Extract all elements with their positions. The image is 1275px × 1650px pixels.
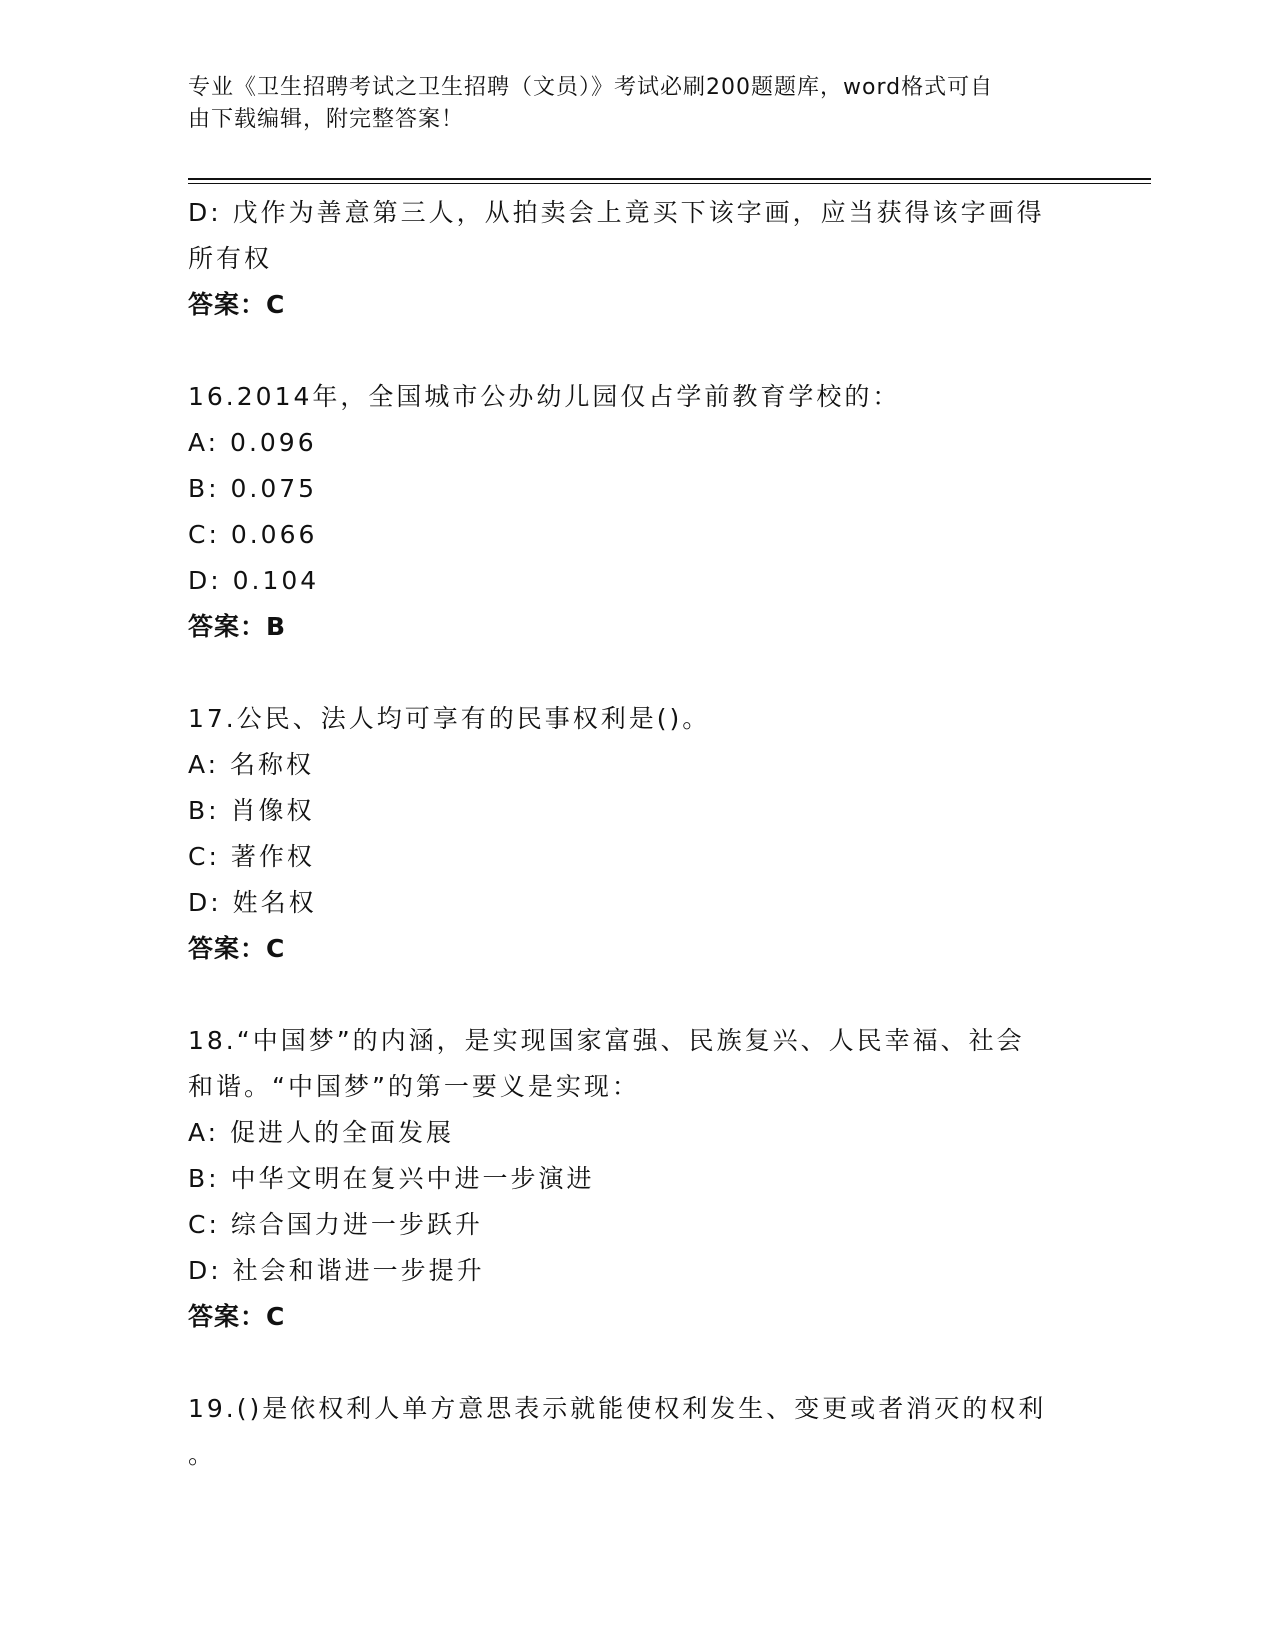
option-c: C: 著作权 [188,842,315,871]
spacer [188,1340,1088,1386]
spacer [188,328,1088,374]
header-rule-thick [188,178,1151,180]
question-stem: 16.2014年，全国城市公办幼儿园仅占学前教育学校的： [188,382,901,411]
answer-line: 答案：B [188,612,287,641]
question-stem-continued: 和谐。“中国梦”的第一要义是实现： [188,1072,640,1101]
question-19 [188,1386,1088,1478]
option-b: B: 肖像权 [188,796,315,825]
question-stem-continued: 。 [188,1440,217,1469]
header-rule-thin [188,183,1151,184]
spacer [188,650,1088,696]
option-a: A: 促进人的全面发展 [188,1118,455,1147]
header-line-2: 由下载编辑，附完整答案！ [188,107,465,132]
question-16 [188,374,1088,650]
answer-line: 答案：C [188,1302,286,1331]
option-d-continued: 所有权 [188,244,273,273]
option-c: C: 0.066 [188,520,318,549]
option-d: D: 戊作为善意第三人，从拍卖会上竟买下该字画，应当获得该字画得 [188,198,1045,227]
spacer [188,972,1088,1018]
question-18 [188,1018,1088,1340]
question-17 [188,696,1088,972]
document-body [188,190,1088,1478]
option-c: C: 综合国力进一步跃升 [188,1210,483,1239]
answer-line: 答案：C [188,934,286,963]
question-stem: 18.“中国梦”的内涵，是实现国家富强、民族复兴、人民幸福、社会 [188,1026,1025,1055]
header-line-1: 专业《卫生招聘考试之卫生招聘（文员）》考试必刷200题题库，word格式可自 [188,75,994,100]
question-stem: 17.公民、法人均可享有的民事权利是()。 [188,704,711,733]
answer-line: 答案：C [188,290,286,319]
question-stem: 19.()是依权利人单方意思表示就能使权利发生、变更或者消灭的权利 [188,1394,1047,1423]
question-fragment [188,190,1088,328]
option-d: D: 社会和谐进一步提升 [188,1256,485,1285]
option-d: D: 姓名权 [188,888,317,917]
option-b: B: 中华文明在复兴中进一步演进 [188,1164,595,1193]
option-a: A: 0.096 [188,428,317,457]
option-d: D: 0.104 [188,566,320,595]
document-header [188,72,1068,136]
option-b: B: 0.075 [188,474,318,503]
option-a: A: 名称权 [188,750,315,779]
